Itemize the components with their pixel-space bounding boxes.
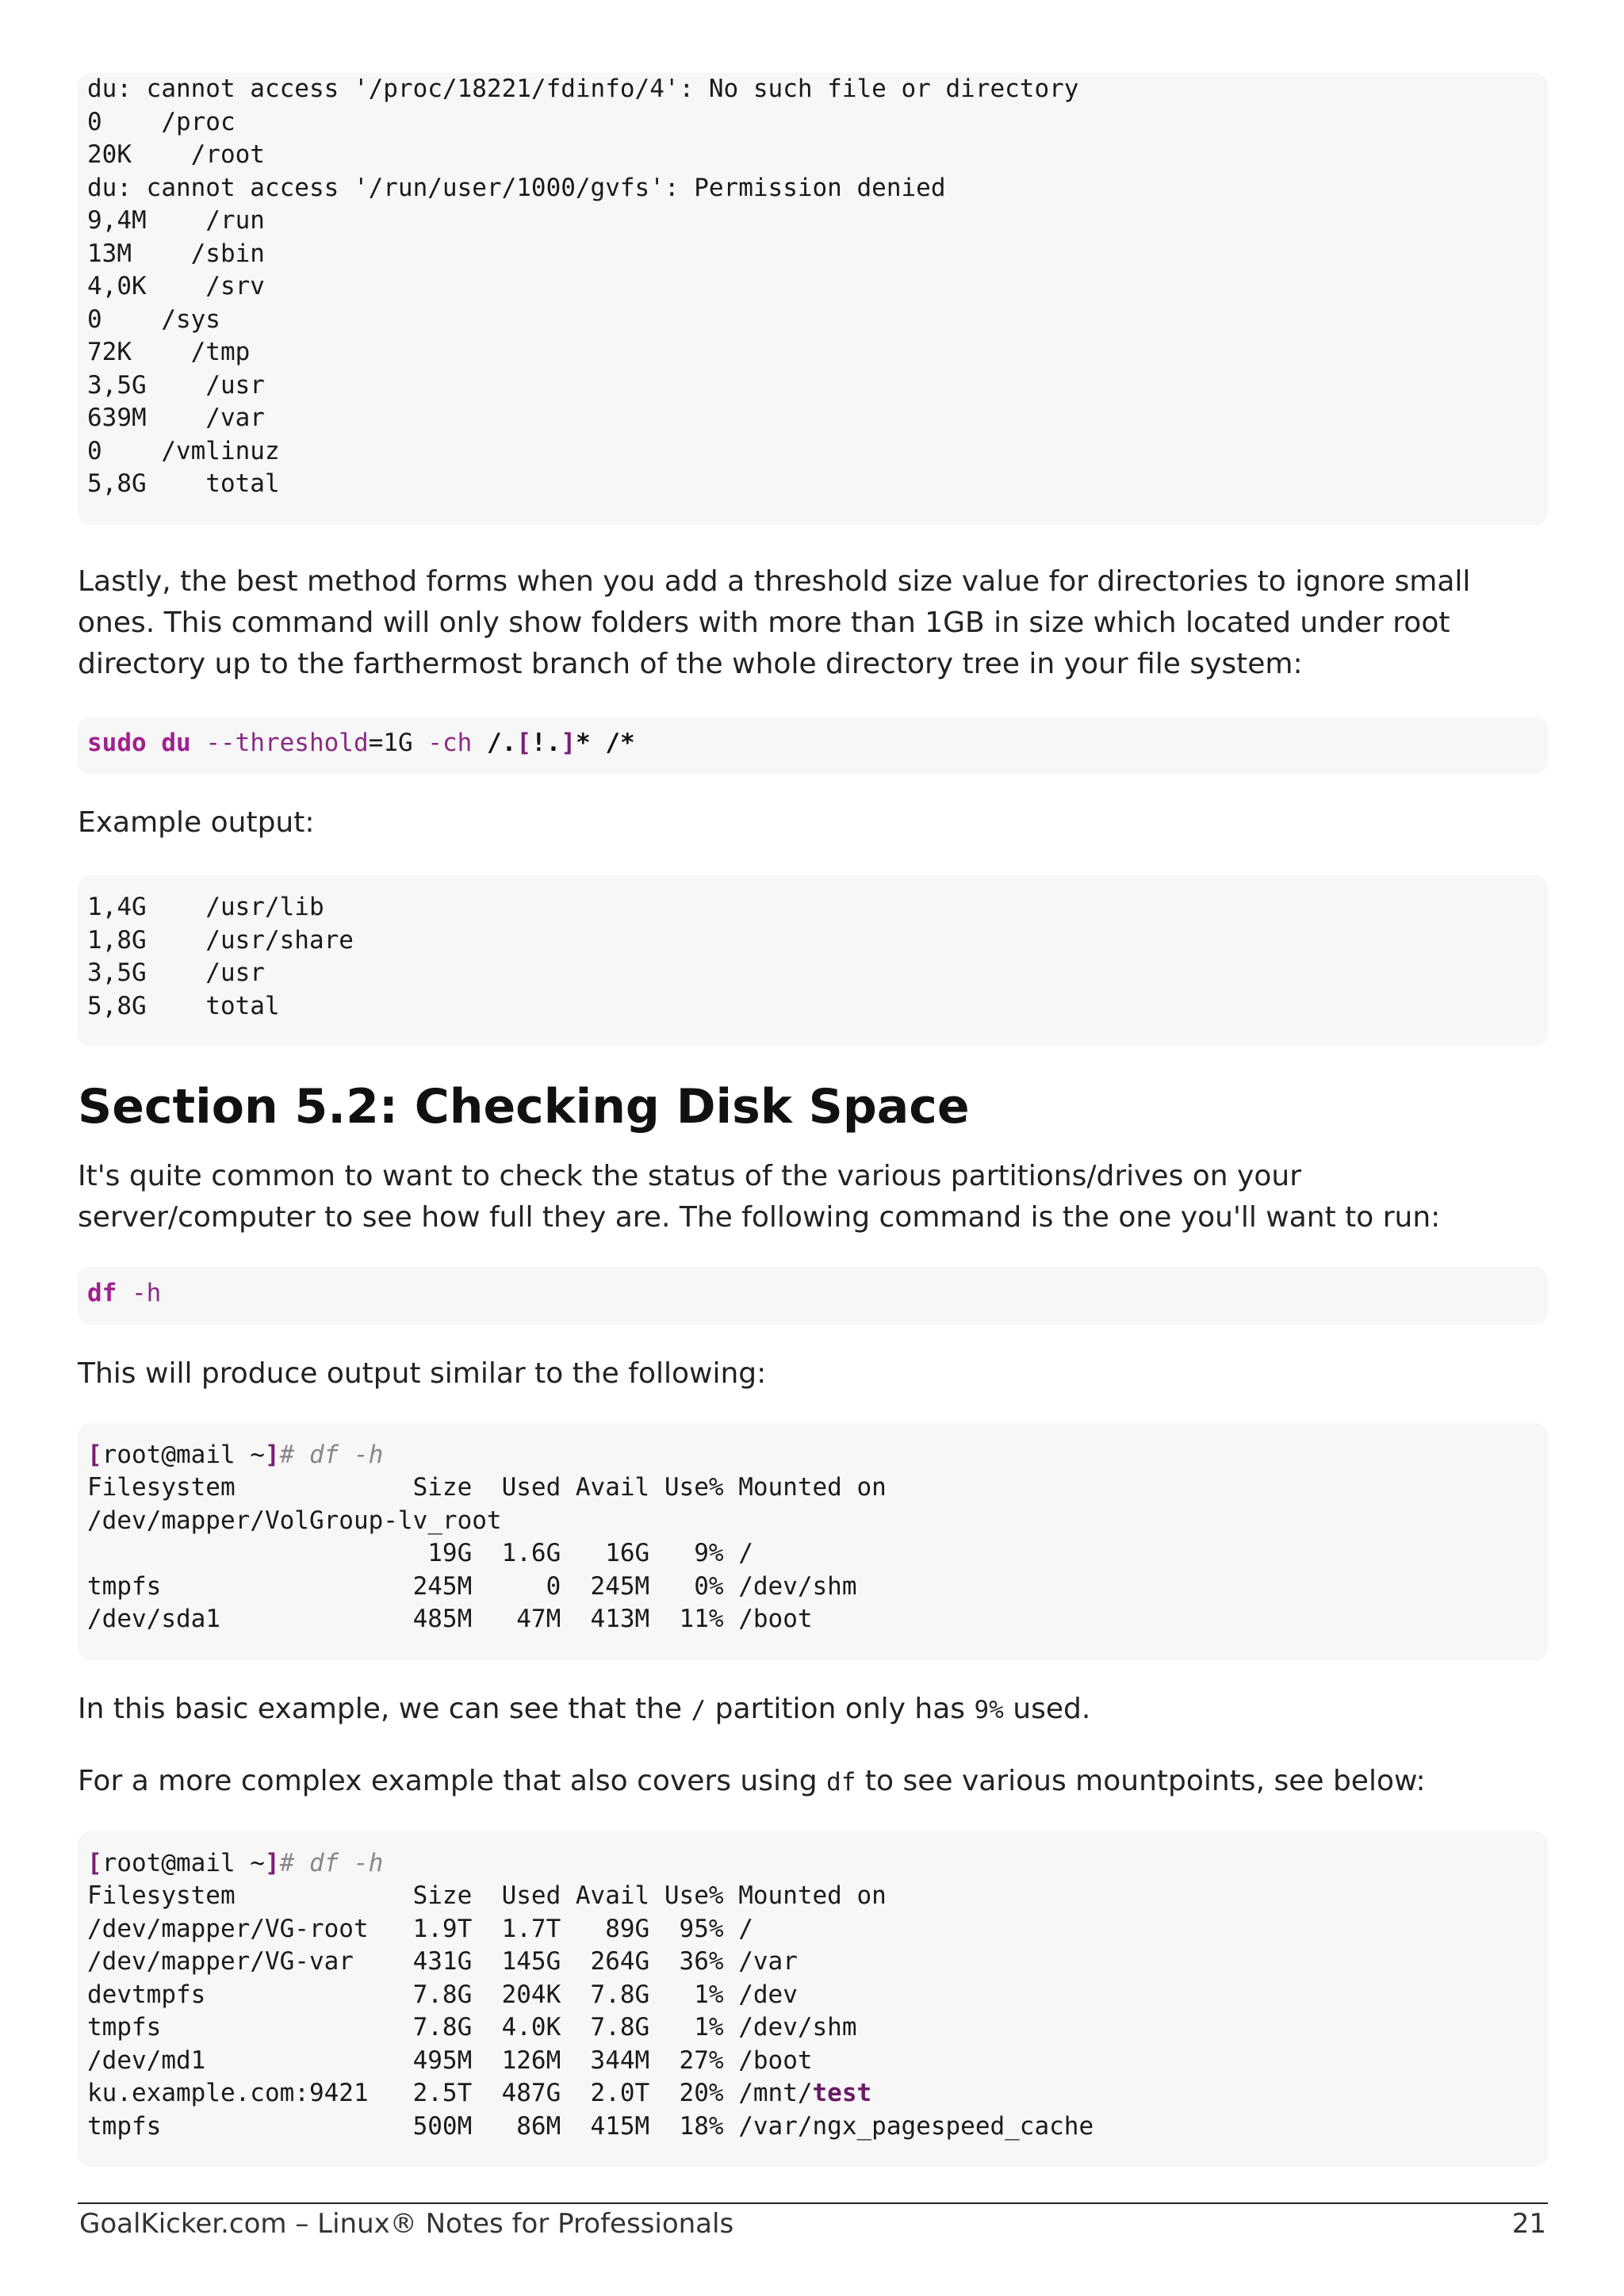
footer-title: GoalKicker.com – Linux® Notes for Professionals [79, 2208, 734, 2240]
code-token-sudo: sudo [87, 728, 147, 757]
code-line: 0 /vmlinuz [87, 436, 280, 465]
text-span: partition only has [706, 1692, 975, 1725]
inline-code: 9% [974, 1695, 1004, 1724]
text-span: used. [1003, 1692, 1091, 1725]
paragraph-example-output: Example output: [78, 806, 315, 839]
code-token-test: test [812, 2079, 872, 2107]
code-token-path: !. [530, 728, 561, 757]
text-span: For a more complex example that also covers using [78, 1764, 827, 1797]
code-line: 9,4M /run [87, 206, 265, 235]
code-line: 639M /var [87, 404, 265, 432]
code-line: /dev/md1 495M 126M 344M 27% /boot [87, 2045, 813, 2075]
code-token-bracket: ] [561, 728, 576, 757]
code-line: Filesystem Size Used Avail Use% Mounted on [87, 1881, 887, 1910]
code-token-threshold-option: --threshold [205, 728, 369, 757]
prompt-user: root@mail ~ [102, 1440, 265, 1469]
paragraph-complex [78, 1761, 1548, 1803]
prompt-user: root@mail ~ [102, 1848, 265, 1877]
code-line: 0 /proc [87, 107, 236, 136]
code-line: devtmpfs 7.8G 204K 7.8G 1% /dev [87, 1980, 798, 2009]
code-line: tmpfs 7.8G 4.0K 7.8G 1% /dev/shm [87, 2013, 857, 2042]
code-line: /dev/sda1 485M 47M 413M 11% /boot [87, 1605, 813, 1633]
code-token-glob: * [575, 728, 591, 757]
prompt-line [87, 1847, 1538, 1881]
section-title: Section 5.2: Checking Disk Space [78, 1079, 970, 1135]
footer-rule [78, 2202, 1548, 2204]
code-line: /dev/mapper/VolGroup-lv_root [87, 1506, 502, 1535]
prompt-bracket: ] [264, 1848, 280, 1877]
code-token-path: /* [605, 728, 635, 757]
code-token-h-option: -h [132, 1279, 162, 1307]
code-line: 1,4G /usr/lib [87, 893, 324, 921]
code-line [87, 2077, 1538, 2110]
code-token-threshold-value: =1G [368, 728, 413, 757]
prompt-command: # df -h [279, 1848, 384, 1877]
code-line: 72K /tmp [87, 338, 251, 366]
code-token-du: du [161, 728, 191, 757]
code-line: 1,8G /usr/share [87, 925, 354, 955]
inline-code: df [826, 1767, 856, 1797]
code-line: 13M /sbin [87, 239, 265, 268]
du-output-block [78, 73, 1548, 525]
code-token-bracket: [ [516, 728, 531, 757]
inline-code: / [691, 1695, 707, 1724]
code-line: 5,8G total [87, 991, 280, 1020]
prompt-command: # df -h [279, 1440, 384, 1469]
code-token-ch-option: -ch [427, 728, 473, 757]
prompt-bracket: [ [87, 1848, 102, 1877]
paragraph-intro: It's quite common to want to check the status of the various partitions/drives on your server/computer to see how full they are. The following command is the one you'll want to run: [78, 1160, 1441, 1234]
code-line: 0 /sys [87, 304, 220, 334]
code-token-df: df [87, 1279, 117, 1307]
threshold-command-block [78, 717, 1548, 775]
page-content [78, 76, 1548, 2167]
code-line: 3,5G /usr [87, 370, 265, 400]
code-line: 4,0K /srv [87, 272, 265, 300]
code-line: du: cannot access '/proc/18221/fdinfo/4': No such file or directory [87, 75, 1079, 103]
code-line: tmpfs 500M 86M 415M 18% /var/ngx_pagespeed_cache [87, 2111, 1094, 2141]
page-number: 21 [1511, 2208, 1546, 2240]
df-command-block [78, 1267, 1548, 1325]
code-line: 19G 1.6G 16G 9% / [87, 1539, 753, 1567]
code-line: /dev/mapper/VG-var 431G 145G 264G 36% /var [87, 1947, 798, 1976]
code-line: du: cannot access '/run/user/1000/gvfs': Permission denied [87, 173, 946, 202]
paragraph-basic [78, 1689, 1548, 1731]
prompt-bracket: [ [87, 1440, 102, 1469]
code-line: Filesystem Size Used Avail Use% Mounted on [87, 1473, 887, 1502]
prompt-bracket: ] [264, 1440, 280, 1469]
text-span: In this basic example, we can see that the [78, 1692, 691, 1725]
df-output-block-complex [78, 1831, 1548, 2168]
code-line: 20K /root [87, 140, 265, 169]
code-line: /dev/mapper/VG-root 1.9T 1.7T 89G 95% / [87, 1914, 753, 1943]
prompt-line [87, 1439, 1538, 1472]
paragraph-threshold: Lastly, the best method forms when you add a threshold size value for directories to ignore small ones. This command will only show folders with more than 1GB in size which located under root directory up to the farthermost branch of the whole directory tree in your file system: [78, 564, 1471, 680]
code-line: 3,5G /usr [87, 959, 265, 987]
code-line: tmpfs 245M 0 245M 0% /dev/shm [87, 1571, 857, 1601]
code-line: 5,8G total [87, 469, 280, 498]
paragraph-produce: This will produce output similar to the following: [78, 1357, 767, 1390]
text-span: to see various mountpoints, see below: [856, 1764, 1426, 1797]
code-token-path: /. [486, 728, 517, 757]
df-output-block-basic [78, 1423, 1548, 1660]
example-output-block [78, 875, 1548, 1047]
code-text: ku.example.com:9421 2.5T 487G 2.0T 20% /mnt/ [87, 2079, 813, 2107]
